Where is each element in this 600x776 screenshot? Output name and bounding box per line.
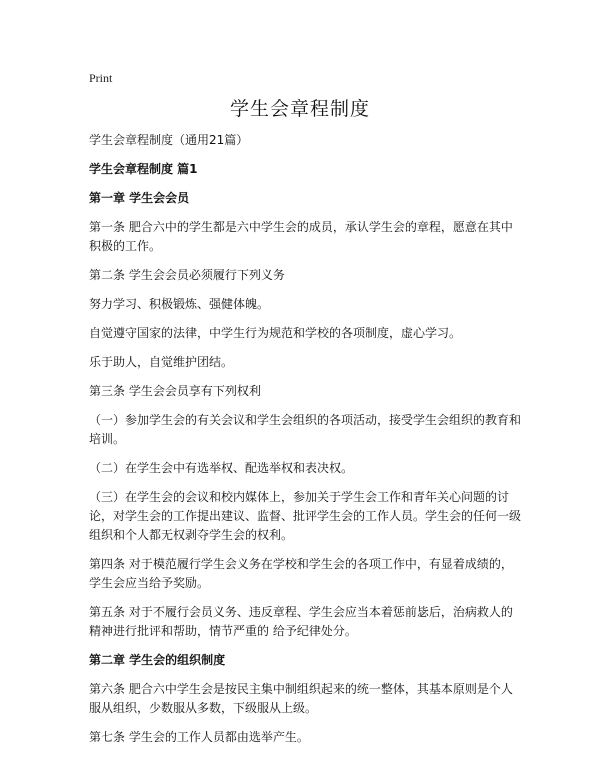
page-title: 学生会章程制度 [229,98,370,120]
document-subtitle: 学生会章程制度（通用21篇） [89,133,249,147]
paragraph: 自觉遵守国家的法律，中学生行为规范和学校的各项制度，虚心学习。 [89,326,462,340]
paragraph: （三）在学生会的会议和校内媒体上，参加关于学生会工作和青年关心问题的讨论，对学生会的工作提出建议、监督、批评学生会的工作人员。学生会的任何一级组织和个人都无权剥夺学生会的权利。 [89,490,522,542]
print-link[interactable]: Print [89,71,113,85]
paragraph: （一）参加学生会的有关会议和学生会组织的各项活动，接受学生会组织的教育和培训。 [89,413,522,446]
paragraph: 第六条 肥合六中学生会是按民主集中制组织起来的统一整体，其基本原则是个人服从组织，少数服从多数，下级服从上级。 [89,682,513,715]
paragraph: 努力学习、积极锻炼、强健体魄。 [89,297,270,311]
chapter-heading: 第二章 学生会的组织制度 [89,653,226,667]
paragraph: 第五条 对于不履行会员义务、违反章程、学生会应当本着惩前毖后，治病救人的精神进行批评和帮助，情节严重的 给予纪律处分。 [89,605,513,638]
chapter-heading: 第一章 学生会会员 [89,191,190,205]
paragraph: 乐于助人，自觉维护团结。 [89,355,234,369]
paragraph: 第一条 肥合六中的学生都是六中学生会的成员，承认学生会的章程，愿意在其中积极的工作。 [89,220,513,253]
paragraph: 第七条 学生会的工作人员都由选举产生。 [89,730,309,744]
paragraph: 第四条 对于模范履行学生会义务在学校和学生会的各项工作中，有显着成绩的，学生会应当给予奖励。 [89,557,513,590]
paragraph: （二）在学生会中有选举权、配选举权和表决权。 [89,461,354,475]
paragraph: 第二条 学生会会员必须履行下列义务 [89,268,285,282]
document-body [89,131,521,757]
paragraph: 第三条 学生会会员享有下列权利 [89,384,261,398]
part-heading: 学生会章程制度 篇1 [89,162,198,176]
